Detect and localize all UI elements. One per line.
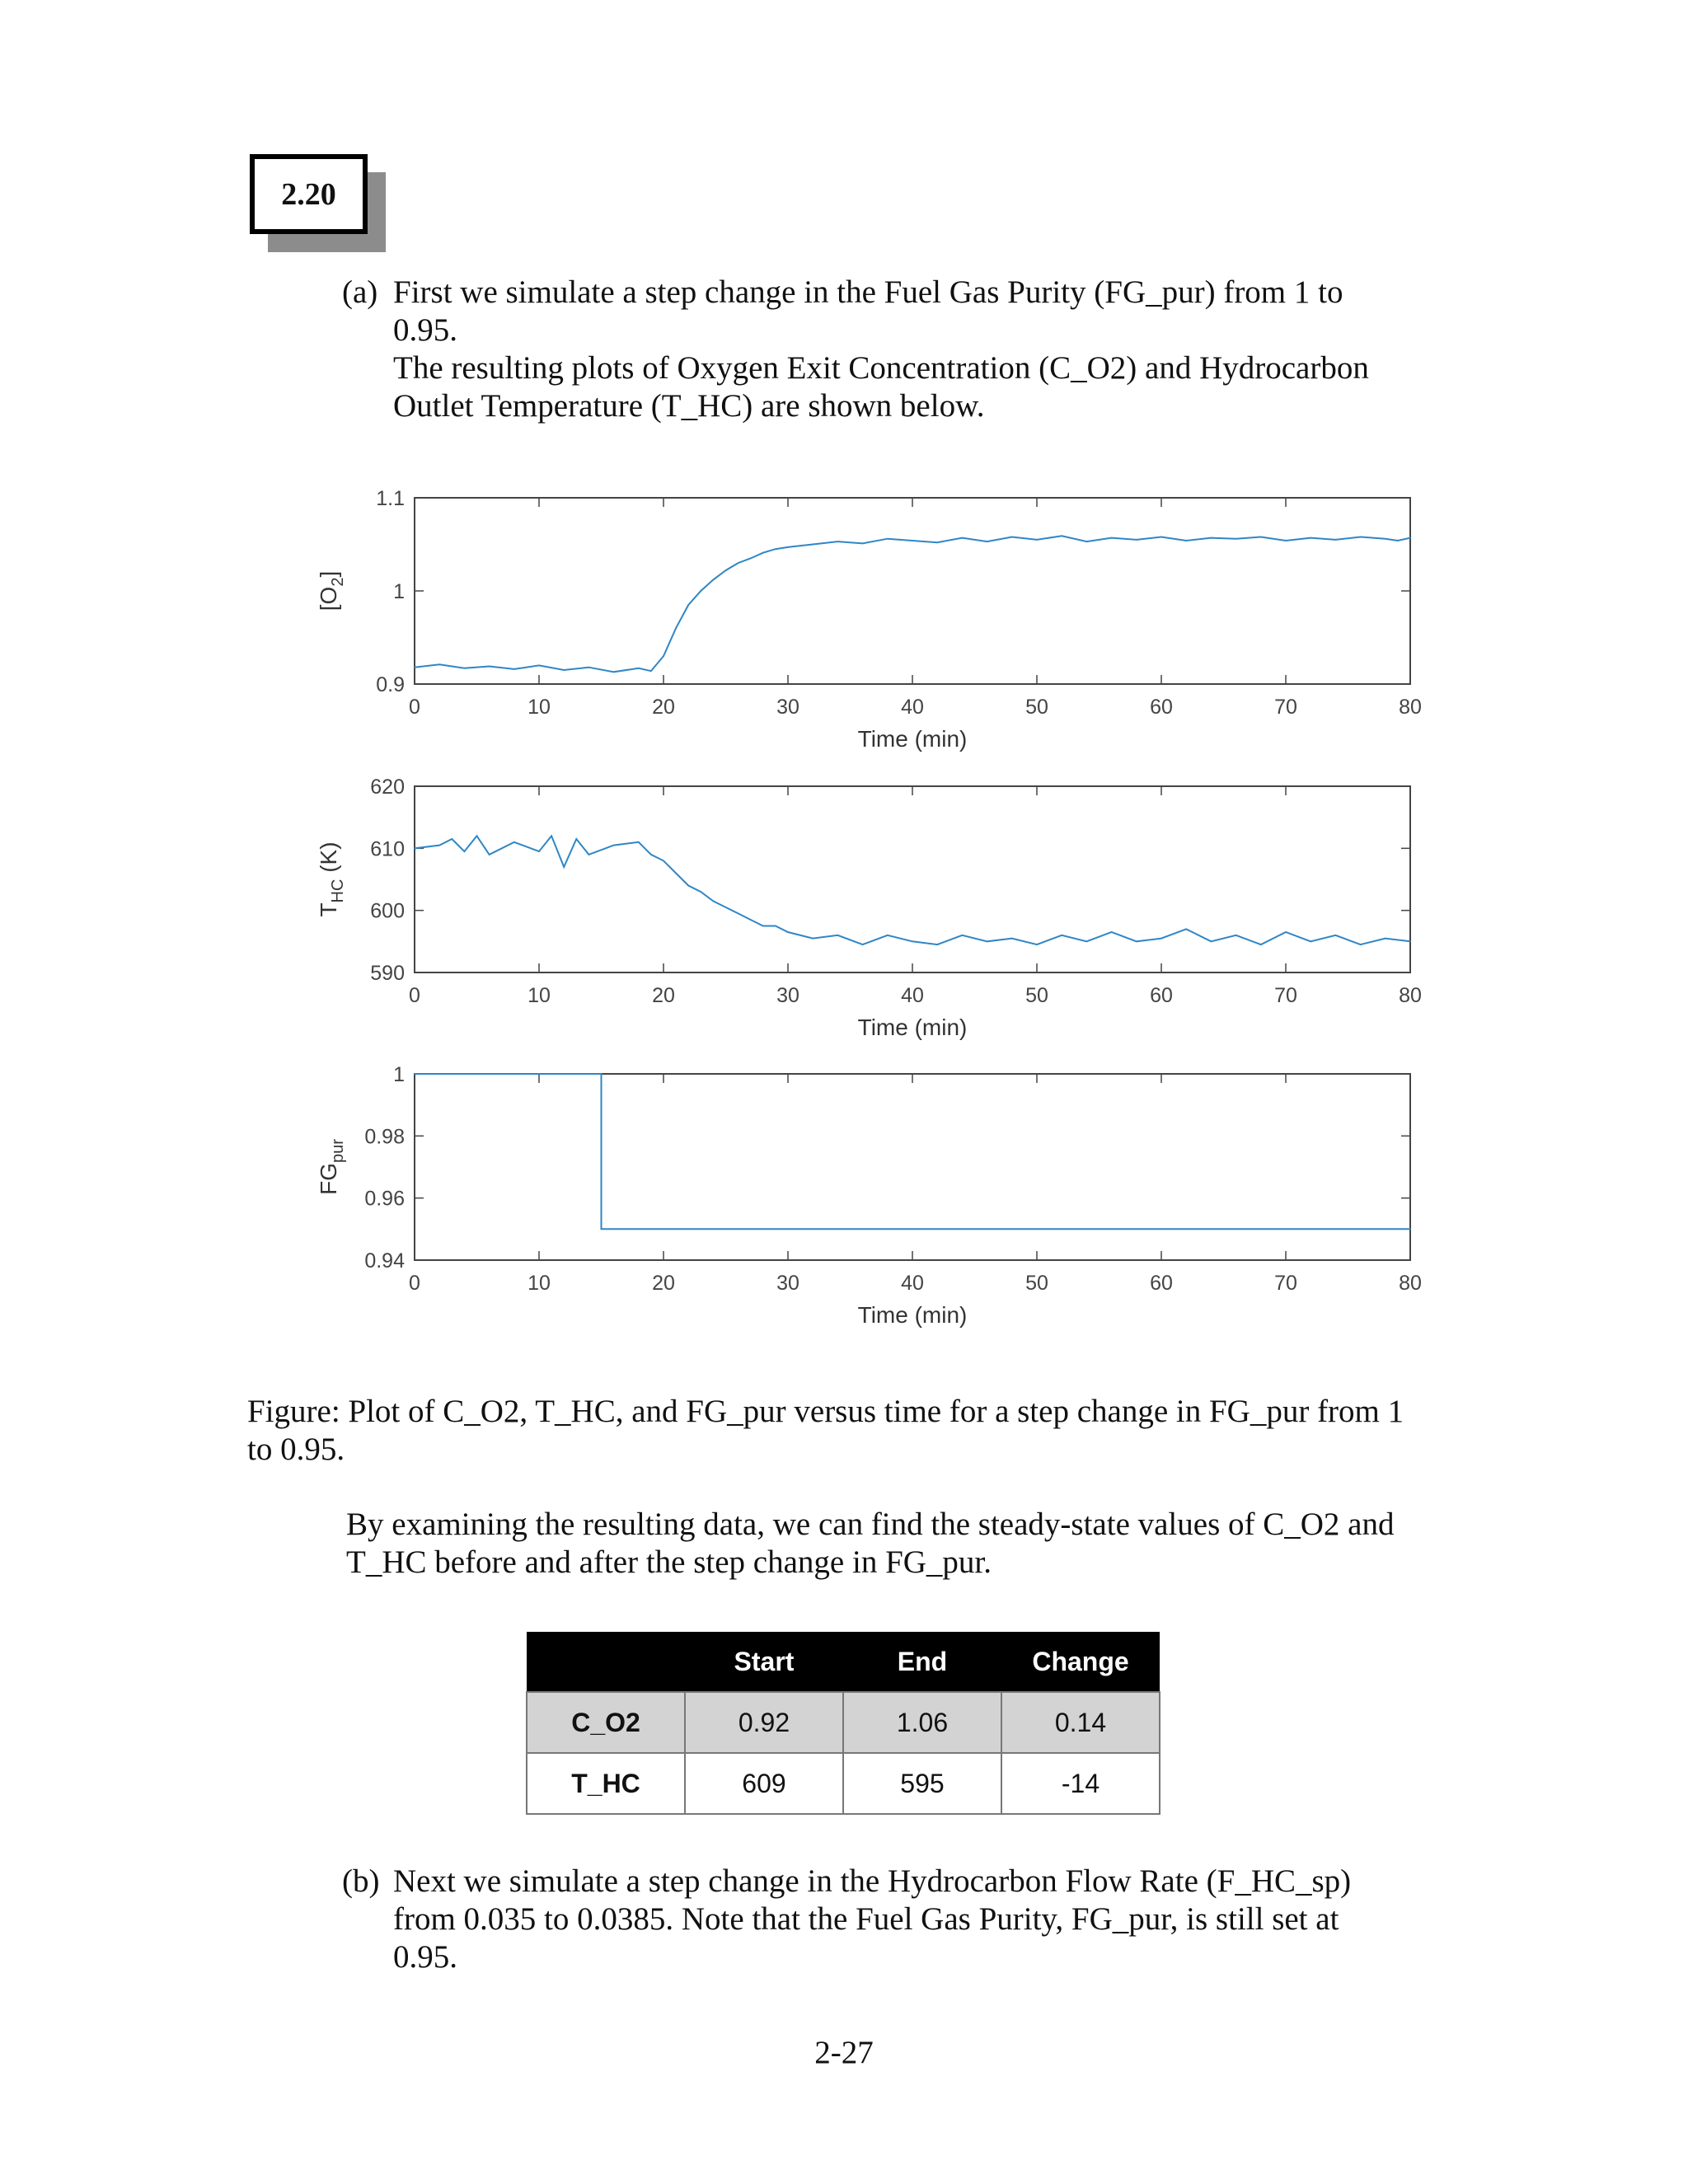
data-point (1335, 935, 1337, 936)
data-point (701, 891, 702, 893)
y-axis-label: $[O_2]$ (316, 570, 347, 612)
data-point (775, 926, 776, 927)
caption-line-1: Figure: Plot of C_O2, T_HC, and FG_pur versus time for a step change in FG_pur from 1 (247, 1394, 1404, 1429)
data-point (1236, 538, 1237, 540)
data-point (1236, 935, 1237, 936)
figure-caption (247, 1393, 1451, 1469)
problem-number: 2.20 (281, 176, 336, 212)
data-point (887, 935, 889, 936)
table-header-cell: End (843, 1632, 1001, 1692)
data-point (414, 1073, 415, 1075)
data-point (936, 541, 938, 543)
data-point (787, 546, 789, 548)
temperature-plot (305, 771, 1688, 1043)
x-axis-label: Time (min) (857, 1302, 968, 1328)
data-point (675, 627, 677, 629)
data-point (1260, 944, 1262, 945)
x-tick-label: 20 (652, 696, 675, 719)
y-tick-label: 610 (370, 837, 405, 861)
data-point (1335, 539, 1337, 541)
part-a-line-1: First we simulate a step change in the Fuel Gas Purity (FG_pur) from 1 to (393, 274, 1343, 310)
data-point (1036, 539, 1038, 541)
data-point (663, 860, 664, 862)
x-tick-label: 60 (1150, 984, 1173, 1007)
part-a-line-2: 0.95. (393, 312, 457, 348)
data-point (750, 558, 752, 560)
data-point (1285, 540, 1287, 541)
plot-frame (415, 1074, 1410, 1260)
caption-line-2: to 0.95. (247, 1432, 345, 1467)
data-point (563, 866, 565, 868)
y-tick-label: 1 (393, 580, 405, 603)
table-cell: 0.14 (1001, 1692, 1160, 1753)
part-a-text (342, 274, 1496, 430)
x-tick-label: 10 (528, 696, 551, 719)
data-point (912, 540, 913, 541)
data-point (713, 901, 715, 902)
steady-state-table (526, 1632, 1160, 1815)
x-tick-label: 60 (1150, 1272, 1173, 1295)
data-point (438, 664, 440, 666)
data-point (1310, 537, 1311, 539)
x-tick-label: 40 (901, 1272, 924, 1295)
part-b-label: (b) (342, 1863, 380, 1899)
table-row (527, 1692, 1160, 1753)
x-axis-label: Time (min) (857, 1015, 968, 1040)
data-point (452, 838, 453, 840)
x-tick-label: 40 (901, 696, 924, 719)
x-tick-label: 70 (1274, 1272, 1297, 1295)
examine-text (346, 1506, 1451, 1582)
data-point (1397, 540, 1399, 541)
data-point (987, 941, 988, 943)
data-point (713, 579, 715, 581)
data-point (438, 845, 440, 846)
data-point (1036, 944, 1038, 945)
data-point (725, 569, 727, 571)
data-point (687, 604, 689, 606)
data-point (1111, 537, 1113, 539)
table-row-label: T_HC (527, 1753, 685, 1814)
y-tick-label: 0.98 (364, 1125, 405, 1149)
data-point (837, 541, 839, 542)
data-point (762, 926, 764, 927)
y-tick-label: 0.9 (376, 673, 405, 696)
x-tick-label: 60 (1150, 696, 1173, 719)
table-row (527, 1753, 1160, 1814)
data-point (576, 838, 578, 840)
data-point (1211, 941, 1212, 943)
data-point (762, 552, 764, 554)
examine-line-1: By examining the resulting data, we can find the steady-state values of C_O2 and (346, 1507, 1395, 1542)
x-tick-label: 0 (409, 1272, 420, 1295)
part-b-line-1: Next we simulate a step change in the Hydrocarbon Flow Rate (F_HC_sp) (393, 1863, 1352, 1899)
data-point (962, 537, 964, 539)
data-point (513, 668, 515, 670)
data-point (414, 667, 415, 668)
table-row-label: C_O2 (527, 1692, 685, 1753)
x-tick-label: 50 (1025, 1272, 1048, 1295)
x-tick-label: 50 (1025, 696, 1048, 719)
data-point (464, 851, 466, 852)
data-point (1260, 537, 1262, 538)
data-point (1136, 941, 1137, 943)
data-point (1385, 938, 1386, 940)
x-tick-label: 80 (1399, 696, 1422, 719)
data-point (1011, 537, 1013, 538)
data-point (1285, 931, 1287, 933)
data-point (687, 885, 689, 887)
y-tick-label: 1.1 (376, 487, 405, 510)
part-a-label: (a) (342, 274, 378, 310)
data-point (1360, 944, 1362, 945)
data-point (750, 919, 752, 921)
x-tick-label: 70 (1274, 696, 1297, 719)
x-tick-label: 70 (1274, 984, 1297, 1007)
table-cell: 0.92 (685, 1692, 843, 1753)
data-point (1185, 540, 1187, 541)
data-point (1185, 929, 1187, 930)
data-point (563, 669, 565, 671)
data-point (1061, 935, 1062, 936)
x-tick-label: 20 (652, 1272, 675, 1295)
x-tick-label: 30 (776, 696, 799, 719)
y-tick-label: 620 (370, 776, 405, 799)
data-point (613, 845, 615, 846)
data-point (812, 544, 814, 546)
y-tick-label: 0.96 (364, 1187, 405, 1211)
part-a-line-3: The resulting plots of Oxygen Exit Concentration (C_O2) and Hydrocarbon (393, 350, 1369, 386)
data-point (787, 931, 789, 933)
data-point (551, 836, 552, 837)
data-point (1211, 537, 1212, 539)
data-point (1160, 537, 1162, 538)
data-point (862, 543, 864, 545)
x-tick-label: 80 (1399, 984, 1422, 1007)
data-point (862, 944, 864, 945)
data-point (588, 854, 590, 855)
data-point (962, 935, 964, 936)
table-header-row (527, 1632, 1160, 1692)
data-point (538, 851, 540, 852)
part-a-line-4: Outlet Temperature (T_HC) are shown below. (393, 388, 985, 424)
data-point (675, 873, 677, 874)
x-tick-label: 30 (776, 1272, 799, 1295)
oxygen-concentration-plot (305, 482, 1688, 754)
data-point (601, 1073, 603, 1075)
x-tick-label: 30 (776, 984, 799, 1007)
x-tick-label: 50 (1025, 984, 1048, 1007)
data-point (1310, 941, 1311, 943)
data-point (1086, 941, 1088, 943)
table-header-cell: Change (1001, 1632, 1160, 1692)
data-point (1409, 537, 1411, 539)
part-b-line-3: 0.95. (393, 1939, 457, 1975)
y-tick-label: 1 (393, 1063, 405, 1086)
data-point (1409, 941, 1411, 943)
x-tick-label: 20 (652, 984, 675, 1007)
data-point (701, 590, 702, 592)
table-cell: 595 (843, 1753, 1001, 1814)
data-point (887, 538, 889, 540)
x-axis-label: Time (min) (857, 726, 968, 752)
y-tick-label: 600 (370, 899, 405, 923)
data-point (489, 854, 490, 855)
y-axis-label: $FG_{pur}$ (316, 1139, 347, 1195)
data-point (1136, 539, 1137, 541)
y-tick-label: 0.94 (364, 1249, 405, 1272)
data-point (738, 913, 739, 915)
data-point (1086, 541, 1088, 542)
data-point (1011, 938, 1013, 940)
data-point (613, 672, 615, 673)
examine-line-2: T_HC before and after the step change in FG_pur. (346, 1544, 992, 1580)
y-tick-label: 590 (370, 962, 405, 985)
data-point (775, 548, 776, 550)
x-tick-label: 10 (528, 984, 551, 1007)
data-point (936, 944, 938, 945)
data-point (464, 668, 466, 669)
data-point (912, 941, 913, 943)
table-header-cell (527, 1632, 685, 1692)
part-b-text (342, 1863, 1496, 1986)
data-point (1385, 538, 1386, 540)
data-point (1061, 536, 1062, 537)
data-point (837, 935, 839, 936)
table-cell: 1.06 (843, 1692, 1001, 1753)
data-point (638, 668, 640, 669)
data-point (588, 667, 590, 668)
x-tick-label: 10 (528, 1272, 551, 1295)
x-tick-label: 0 (409, 696, 420, 719)
y-axis-label: $T_{HC}$ (K) (316, 841, 347, 917)
data-point (601, 1229, 603, 1230)
data-point (414, 848, 415, 850)
x-tick-label: 0 (409, 984, 420, 1007)
data-point (987, 541, 988, 542)
data-point (725, 907, 727, 908)
data-point (738, 562, 739, 564)
data-point (812, 938, 814, 940)
data-point (513, 841, 515, 843)
data-point (538, 665, 540, 667)
data-point (1360, 537, 1362, 538)
data-point (663, 655, 664, 657)
data-point (489, 666, 490, 668)
problem-number-box (250, 154, 368, 234)
table-header-cell: Start (685, 1632, 843, 1692)
table-cell: 609 (685, 1753, 843, 1814)
table-cell: -14 (1001, 1753, 1160, 1814)
data-point (1160, 938, 1162, 940)
data-point (650, 854, 652, 855)
plot-frame (415, 498, 1410, 684)
part-b-line-2: from 0.035 to 0.0385. Note that the Fuel Gas Purity, FG_pur, is still set at (393, 1901, 1339, 1937)
data-point (1111, 931, 1113, 933)
data-point (638, 841, 640, 843)
x-tick-label: 40 (901, 984, 924, 1007)
fuel-gas-purity-plot (305, 1058, 1688, 1330)
data-point (650, 670, 652, 672)
data-point (1409, 1229, 1411, 1230)
data-point (476, 836, 478, 837)
page-number: 2-27 (814, 2035, 874, 2070)
x-tick-label: 80 (1399, 1272, 1422, 1295)
